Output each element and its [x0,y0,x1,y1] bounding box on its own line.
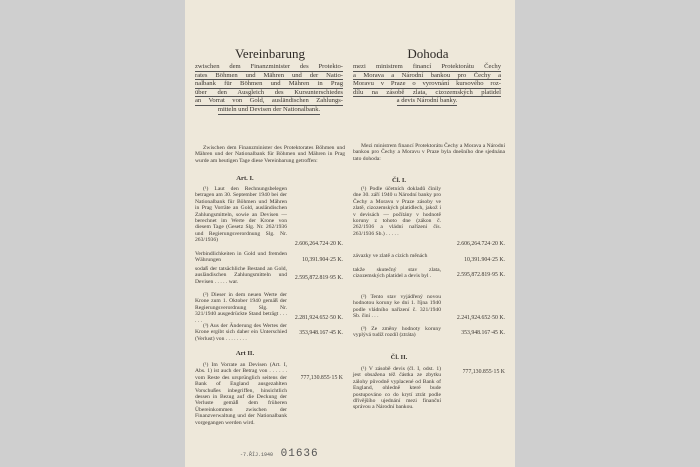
right-amount-4: 2.241,924.652·50 K. [456,315,505,321]
left-amount-5: 353,948.167·45 K. [299,330,343,336]
archive-stamp [240,448,319,460]
right-amount-3: 2.595,872.819·95 K. [456,272,505,278]
left-art2-heading: Art II. [235,350,255,357]
right-subtitle-line: a devis Národní banky. [396,97,458,105]
right-art1-para1: (¹) Podle účetních dokladů činily dne 30. září 1940 u Národní banky pro Čechy a Moravu v Praze zásoby ve zlatě, cizozemských platidlech, jakož i v devisách — počítány v hodnotě koruny z tohoto dne (zákon č. 262/1936 a vládní nařízení čís. 263/1936 Sb.) . . . . . [353,186,441,237]
stamp-date: -7.ŘÍJ.1940 [240,452,274,458]
stamp-number: 01636 [280,448,319,460]
right-amount-6: 777,130.855·15 K [462,369,505,375]
left-amount-4: 2.281,924.652·50 K. [294,315,343,321]
right-subtitle-line: mezi ministrem financí Protektorátu Čechy [353,63,501,70]
left-art1-para3: sodaß der tatsächliche Bestand an Gold, ausländischen Zahlungsmitteln und Devisen . . . . . war. [195,266,287,285]
left-amount-6: 777,130.855·15 K [300,375,343,381]
right-intro: Mezi ministrem financí Protektorátu Čechy a Morava a Národní bankou pro Čechy a Moravu v Praze byla dnešního dne sjednána tato dohoda: [353,143,505,162]
right-art2-heading: Čl. II. [390,354,408,361]
left-title: Vereinbarung [234,46,306,61]
right-amount-2: 10,391.904·25 K. [464,257,505,263]
right-art2-para1: (¹) V zásobě devis (čl. I, odst. 1) jest obsažena též částka ze zbytku zálohy původně vyplacené od Bank of England, ohledně které bude postupováno co do krytí ztrát podle dřívějšího ujednání mezi finanční správou a Národní bankou. [353,366,441,411]
left-amount-1: 2.606,264.724·20 K. [294,241,343,247]
right-subtitle-line: a Morava a Národní bankou pro Čechy a [353,71,501,79]
right-subtitle-line: dílu na zásobě zlata, cizozemských platidel [353,88,501,96]
left-intro: Zwischen dem Finanzminister des Protektorates Böhmen und Mähren und der Nationalbank für Böhmen und Mähren in Prag wurde am heutigen Tage diese Vereinbarung getroffen: [195,145,345,164]
left-subtitle-line: über den Ausgleich des Kursunterschiedes [195,88,343,96]
left-art1-heading: Art. I. [236,175,254,182]
right-title: Dohoda [407,46,449,61]
left-subtitle-line: mitteln und Devisen der Nationalbank. [217,105,321,113]
left-subtitle-line: zwischen dem Finanzminister des Protekto- [195,63,343,70]
left-subtitle-line: nalbank für Böhmen und Mähren in Prag [195,80,343,88]
left-amount-2: 10,391.904·25 K. [302,257,343,263]
right-amount-5: 353,948.167·45 K. [461,330,505,336]
left-art1-para5: (³) Aus der Änderung des Wertes der Krone ergibt sich daher ein Unterschied (Verlust) von . . . . . . . . [195,323,287,342]
document-page [185,0,515,467]
left-amount-3: 2.595,872.819·95 K. [294,275,343,281]
left-subtitle-line: an Vorrat von Gold, ausländischen Zahlungs- [195,97,343,105]
right-amount-1: 2.606,264.724·20 K. [456,241,505,247]
right-subtitle [353,63,501,106]
left-art1-para4: (²) Dieser in dem neuen Werte der Krone zum 1. Oktober 1940 gemäß der Regierungsverordnung Slg. Nr. 321/1940 ausgedrückte Stand beträgt . . . . . . [195,292,287,324]
right-art1-para4: (²) Tento stav vyjádřený novou hodnotou koruny ke dni 1. října 1940 podle vládního nařízení č. 321/1940 Sb. činí . . . [353,294,441,320]
left-art1-para1: (¹) Laut den Rechnungsbelegen betragen am 30. September 1940 bei der Nationalbank für Böhmen und Mähren in Prag Vorräte an Gold, ausländischen Zahlungsmitteln, sowie an Devisen — berechnet im Werte der Krone von diesem Tage (Gesetz Slg. Nr. 262/1936 und Regierungsverordnung Slg. Nr. 263/1936) [195,186,287,244]
right-subtitle-line: Moravu v Praze o vyrovnání kursového roz- [353,80,501,88]
left-subtitle-line: rates Böhmen und Mähren und der Natio- [195,71,343,79]
right-art1-para3: takže skutečný stav zlata, cizozemských platidel a devis byl . [353,267,441,280]
left-art1-para2: Verbindlichkeiten in Gold und fremden Währungen [195,251,287,264]
right-art1-heading: Čl. I. [391,177,407,184]
right-art1-para5: (³) Ze změny hodnoty koruny vyplývá tudíž rozdíl (ztráta) [353,326,441,339]
right-art1-para2: závazky ve zlatě a cizích měnách [353,253,428,259]
left-art2-para1: (¹) Im Vorrate an Devisen (Art. I, Abs. 1) ist auch der Betrag von . . . . . . vom Reste des ursprünglich seitens der Bank of England ausgezahlten Vorschußes inbegriffen, hinsichtlich dessen in Bezug auf die Deckung der Verluste gemäß dem früheren Übereinkommen zwischen der Finanzverwaltung und der Nationalbank vorgegangen werden wird. [195,362,287,426]
left-subtitle [195,63,343,115]
